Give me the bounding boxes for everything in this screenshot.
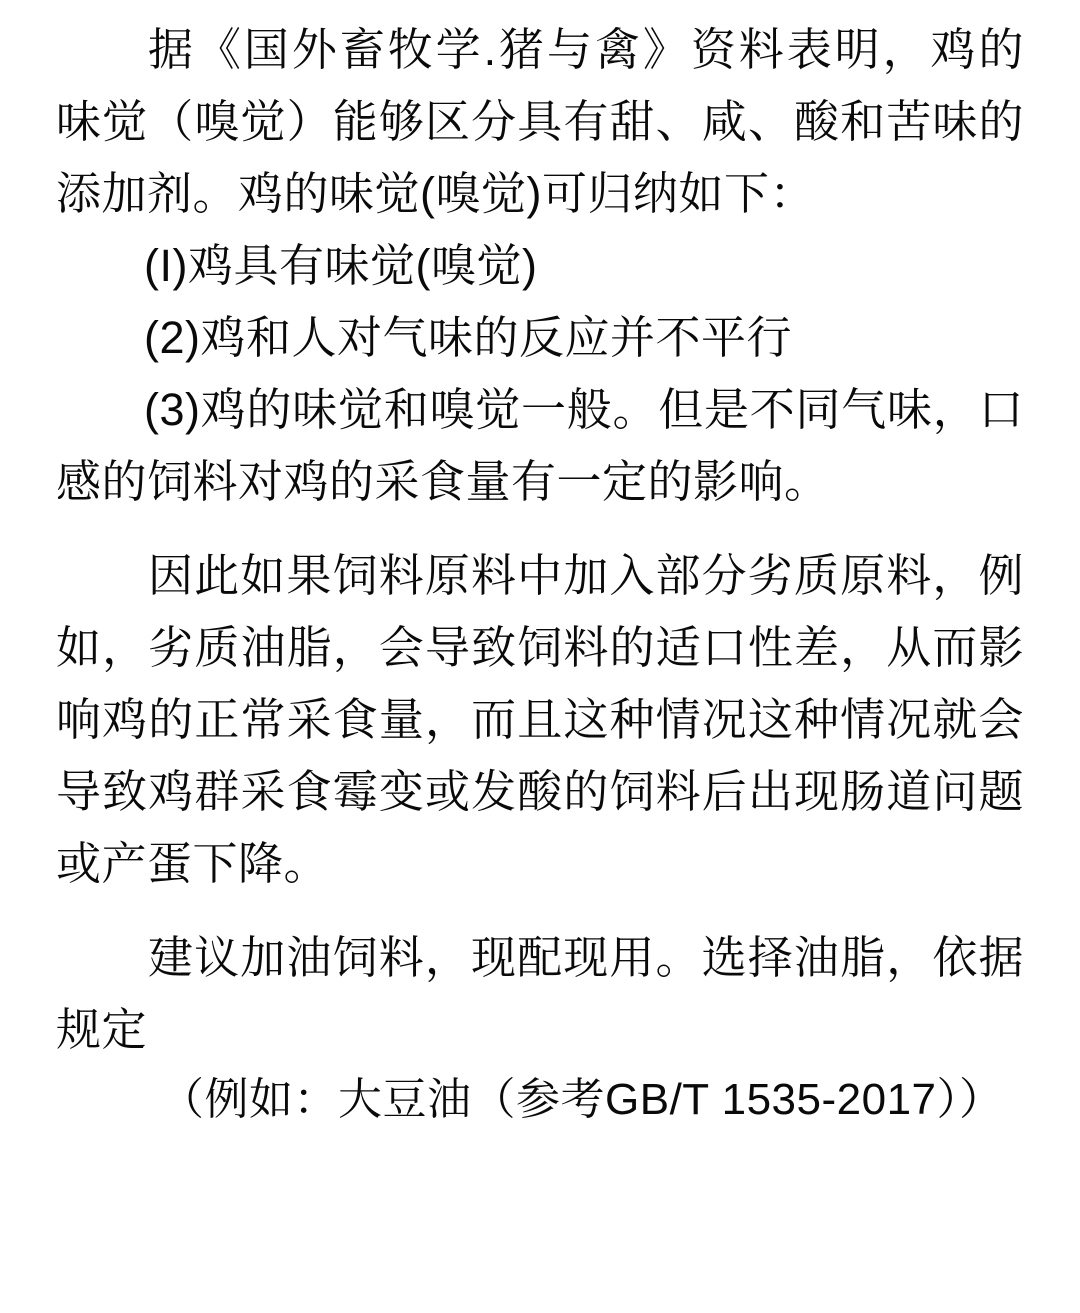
paragraph-1: 据《国外畜牧学.猪与禽》资料表明，鸡的味觉（嗅觉）能够区分具有甜、咸、酸和苦味的添加剂。鸡的味觉(嗅觉)可归纳如下：	[56, 24, 1024, 219]
paragraph-6: 建议加油饲料，现配现用。选择油脂，依据规定	[56, 932, 1024, 1055]
paragraph-4: (3)鸡的味觉和嗅觉一般。但是不同气味，口感的饲料对鸡的采食量有一定的影响。	[56, 384, 1024, 507]
paragraph-2: (I)鸡具有味觉(嗅觉)	[144, 240, 538, 291]
paragraph-7: （例如：大豆油（参考GB/T 1535-2017））	[160, 1075, 1004, 1124]
paragraph-5: 因此如果饲料原料中加入部分劣质原料，例如，劣质油脂，会导致饲料的适口性差，从而影响鸡的正常采食量，而且这种情况这种情况就会导致鸡群采食霉变或发酸的饲料后出现肠道问题或产蛋下降。	[56, 550, 1024, 889]
paragraph-3: (2)鸡和人对气味的反应并不平行	[144, 312, 792, 363]
